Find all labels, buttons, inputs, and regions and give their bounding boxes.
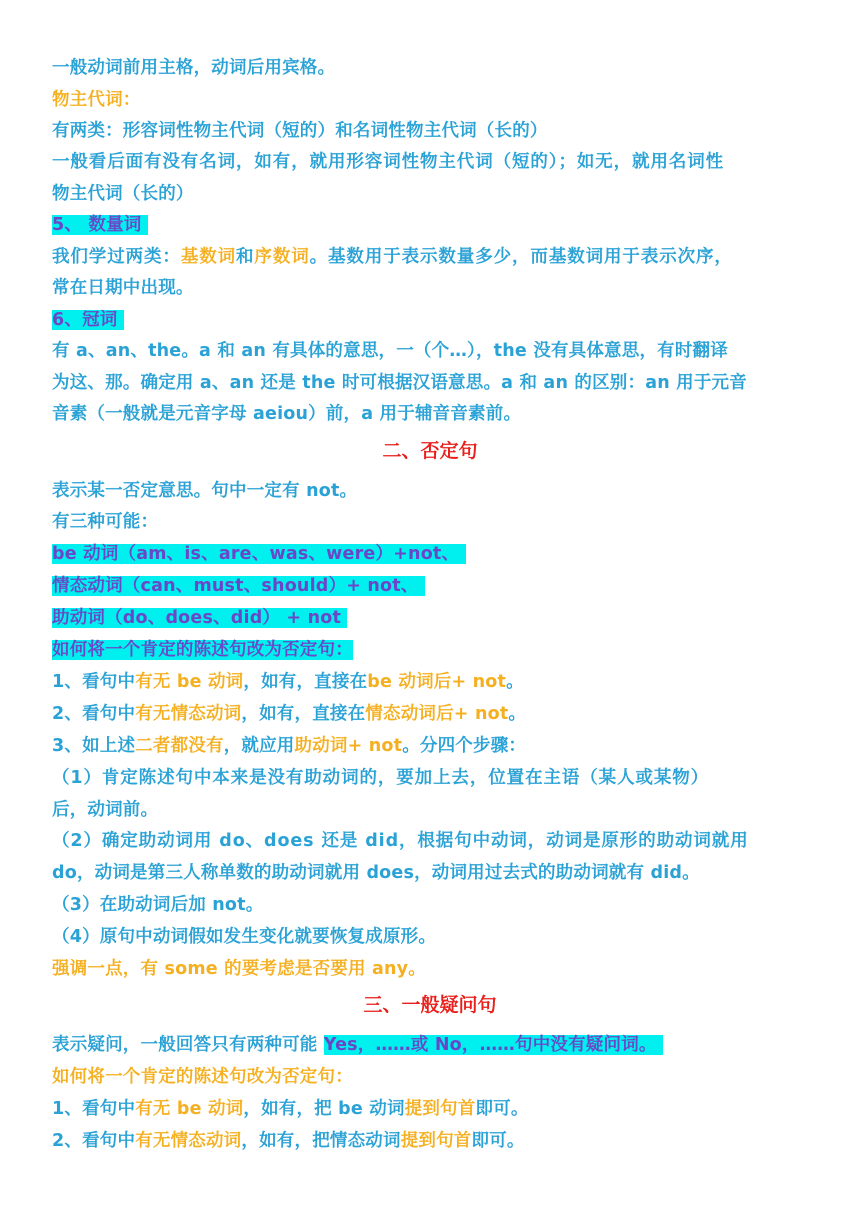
step-line: 1、看句中有无 be 动词，如有，直接在be 动词后+ not。 [52, 672, 524, 692]
text-line: 为这、那。确定用 a、an 还是 the 时可根据汉语意思。a 和 an 的区别：an 用于元音 [52, 373, 747, 393]
step-line: 2、看句中有无情态动词，如有，直接在情态动词后+ not。 [52, 704, 527, 724]
text-line: 有 a、an、the。a 和 an 有具体的意思，一（个…），the 没有具体意思，有时翻译 [52, 341, 728, 361]
text-line: 表示某一否定意思。句中一定有 not。 [52, 481, 358, 501]
text-line: do，动词是第三人称单数的助动词就用 does，动词用过去式的助动词就有 did。 [52, 863, 700, 883]
text-line: （1）肯定陈述句中本来是没有助动词的，要加上去，位置在主语（某人或某物） [52, 768, 710, 788]
heading-negative-sentences: 二、否定句 [382, 440, 478, 462]
step-line: 3、如上述二者都没有，就应用助动词+ not。分四个步骤： [52, 736, 527, 756]
text-line: （3）在助动词后加 not。 [52, 895, 264, 915]
text-line: 我们学过两类：基数词和序数词。基数用于表示数量多少，而基数词用于表示次序， [52, 247, 733, 267]
text-line: （4）原句中动词假如发生变化就要恢复成原形。 [52, 927, 437, 947]
text-line: 有三种可能： [52, 512, 159, 532]
subheading-possessive-pronouns: 物主代词： [52, 90, 141, 110]
emphasis-line: 强调一点，有 some 的要考虑是否要用 any。 [52, 959, 426, 979]
keyword: 序数词 [254, 247, 310, 267]
text-line: 一般看后面有没有名词，如有，就用形容词性物主代词（短的）；如无，就用名词性 [52, 152, 725, 172]
section-numerals [52, 211, 148, 239]
highlight-line: be 动词（am、is、are、was、were）+not、 [52, 540, 466, 568]
step-line: 2、看句中有无情态动词，如有，把情态动词提到句首即可。 [52, 1131, 525, 1151]
text-line: 物主代词（长的） [52, 184, 194, 204]
section-title: 6、冠词 [52, 310, 118, 330]
text-line: 表示疑问，一般回答只有两种可能 Yes，……或 No，……句中没有疑问词。 [52, 1031, 663, 1059]
text-line: 常在日期中出现。 [52, 278, 194, 298]
step-line: 1、看句中有无 be 动词，如有，把 be 动词提到句首即可。 [52, 1099, 529, 1119]
subheading-line: 如何将一个肯定的陈述句改为否定句： [52, 1067, 353, 1087]
text-line: （2）确定助动词用 do、does 还是 did，根据句中动词，动词是原形的助动词就用 [52, 831, 749, 851]
highlight-line: 助动词（do、does、did） + not [52, 604, 347, 632]
section-articles [52, 306, 124, 334]
text-line: 音素（一般就是元音字母 aeiou）前，a 用于辅音音素前。 [52, 404, 522, 424]
text-line: 有两类：形容词性物主代词（短的）和名词性物主代词（长的） [52, 121, 548, 141]
text-line: 后，动词前。 [52, 800, 159, 820]
section-title: 5、 数量词 [52, 215, 142, 235]
keyword: 基数词 [180, 247, 237, 267]
heading-yes-no-questions: 三、一般疑问句 [363, 994, 497, 1016]
text-line: 一般动词前用主格，动词后用宾格。 [52, 58, 336, 78]
highlight-line: 情态动词（can、must、should）+ not、 [52, 572, 425, 600]
highlight-line: 如何将一个肯定的陈述句改为否定句： [52, 640, 353, 660]
